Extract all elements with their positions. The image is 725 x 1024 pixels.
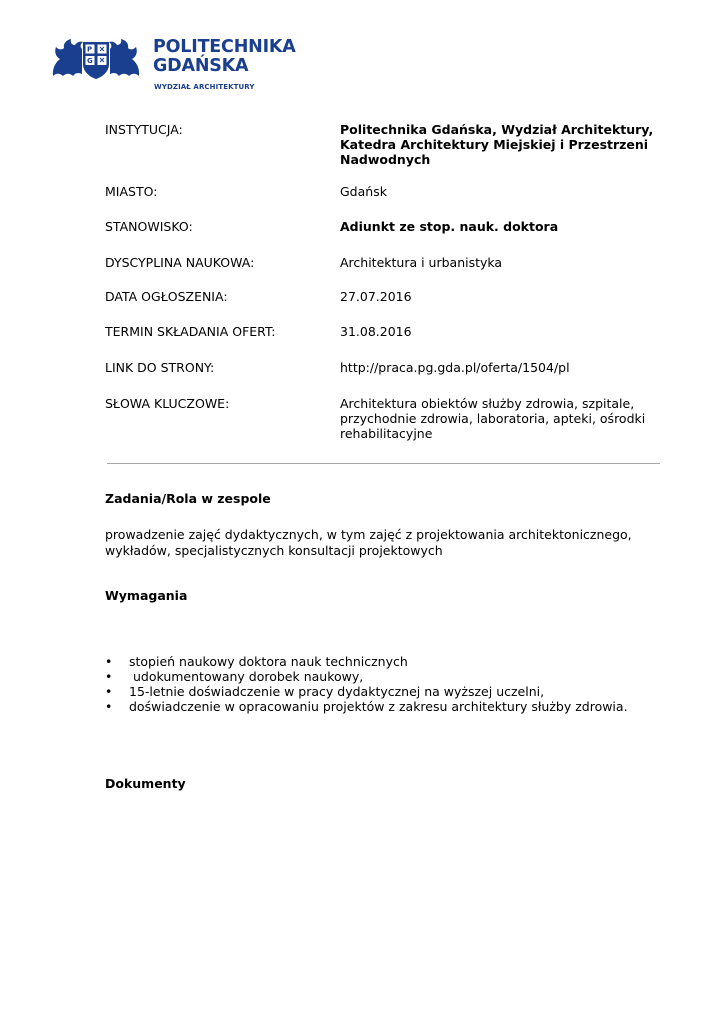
list-item-text: doświadczenie w opracowaniu projektów z zakresu architektury służby zdrowia. — [129, 699, 628, 714]
detail-label: DATA OGŁOSZENIA: — [105, 289, 228, 304]
detail-label: DYSCYPLINA NAUKOWA: — [105, 255, 255, 270]
list-item — [105, 684, 665, 699]
detail-value: 27.07.2016 — [340, 289, 412, 304]
detail-value: Architektura i urbanistyka — [340, 255, 503, 270]
detail-value: Politechnika Gdańska, Wydział Architektury, Katedra Architektury Miejskiej i Przestrzeni Nadwodnych — [340, 122, 654, 167]
list-item-text: udokumentowany dorobek naukowy, — [129, 669, 364, 684]
list-item-text: stopień naukowy doktora nauk technicznych — [129, 654, 408, 669]
offer-link[interactable]: http://praca.pg.gda.pl/oferta/1504/pl — [340, 360, 570, 375]
list-item — [105, 699, 665, 714]
svg-text:P: P — [87, 45, 93, 54]
tasks-text: prowadzenie zajęć dydaktycznych, w tym zajęć z projektowania architektonicznego, wykładów, specjalistycznych konsultacji projektowych — [105, 527, 632, 558]
svg-text:G: G — [87, 57, 93, 65]
detail-label: LINK DO STRONY: — [105, 360, 215, 375]
detail-value: 31.08.2016 — [340, 324, 412, 339]
detail-label: TERMIN SKŁADANIA OFERT: — [105, 324, 276, 339]
university-logo — [50, 34, 300, 94]
detail-value: Adiunkt ze stop. nauk. doktora — [340, 219, 559, 234]
detail-label: MIASTO: — [105, 184, 158, 199]
logo-title-line1: POLITECHNIKA — [153, 37, 296, 57]
logo-subtitle: WYDZIAŁ ARCHITEKTURY — [154, 83, 255, 91]
logo-title-line2: GDAŃSKA — [153, 56, 249, 76]
detail-label: INSTYTUCJA: — [105, 122, 183, 137]
requirements-list — [105, 654, 665, 714]
list-item — [105, 654, 665, 669]
list-item-text: 15-letnie doświadczenie w pracy dydaktycznej na wyższej uczelni, — [129, 684, 545, 699]
section-divider — [107, 463, 660, 464]
bullet-icon: • — [105, 699, 113, 714]
requirements-heading: Wymagania — [105, 588, 188, 603]
detail-value: Architektura obiektów służby zdrowia, szpitale, przychodnie zdrowia, laboratoria, apteki, ośrodki rehabilitacyjne — [340, 396, 646, 441]
griffins-emblem-icon — [50, 36, 142, 80]
documents-heading: Dokumenty — [105, 776, 186, 791]
list-item — [105, 669, 665, 684]
detail-label: STANOWISKO: — [105, 219, 193, 234]
logo-title — [153, 38, 296, 76]
bullet-icon: • — [105, 684, 113, 699]
tasks-heading: Zadania/Rola w zespole — [105, 491, 271, 506]
bullet-icon: • — [105, 654, 113, 669]
detail-value: Gdańsk — [340, 184, 387, 199]
detail-label: SŁOWA KLUCZOWE: — [105, 396, 230, 411]
bullet-icon: • — [105, 669, 113, 684]
